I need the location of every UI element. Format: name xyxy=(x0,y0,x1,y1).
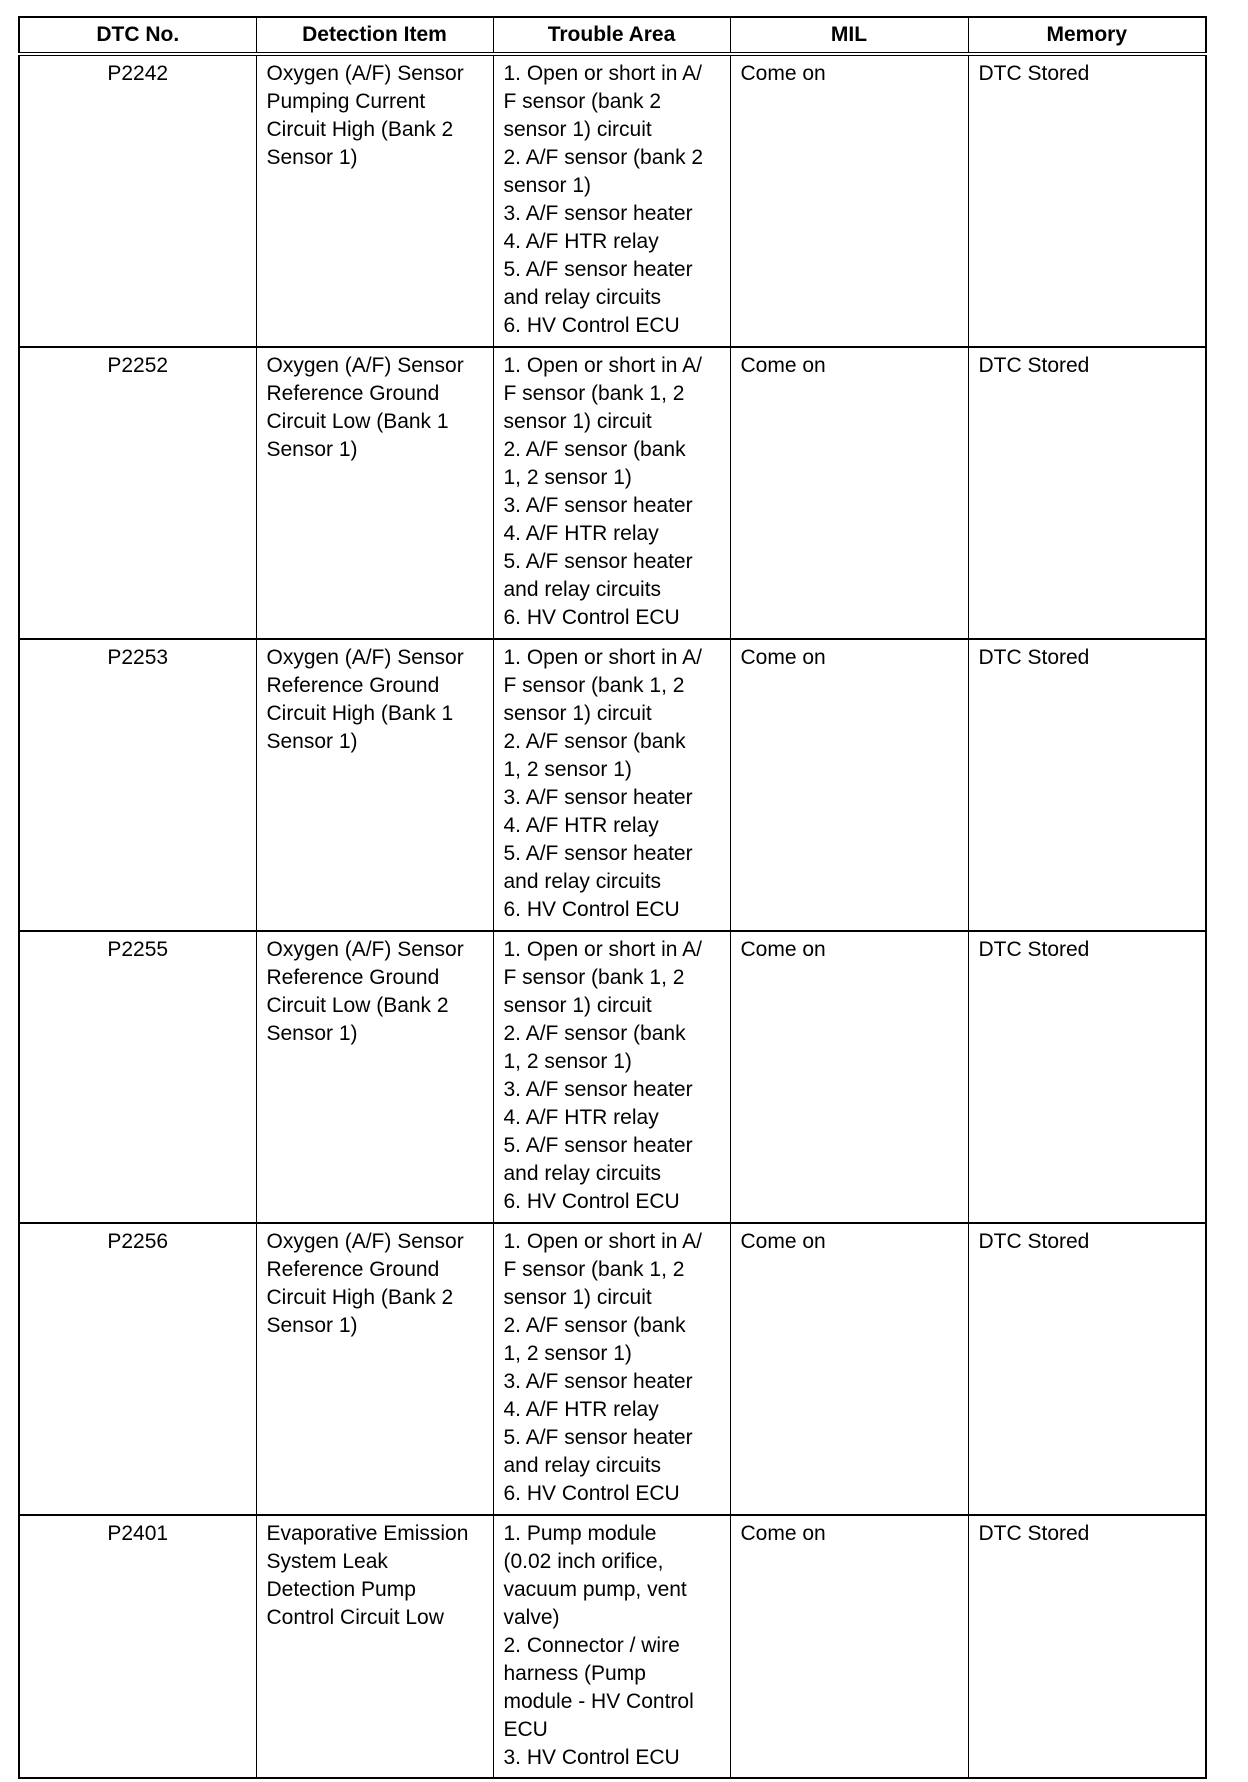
detection-item-line: Circuit High (Bank 2 xyxy=(266,118,454,141)
trouble-area-line: 2. A/F sensor (bank xyxy=(503,1022,686,1045)
trouble-area-line: 6. HV Control ECU xyxy=(503,1190,680,1213)
detection-item-line: Circuit Low (Bank 2 xyxy=(266,994,449,1017)
detection-item-line: Sensor 1) xyxy=(266,146,358,169)
detection-item-cell xyxy=(256,931,493,1223)
trouble-area-cell xyxy=(493,1515,730,1778)
trouble-area-line: 5. A/F sensor heater xyxy=(503,258,693,281)
memory-cell: DTC Stored xyxy=(968,1223,1206,1515)
trouble-area-line: 1. Open or short in A/ xyxy=(503,1230,702,1253)
trouble-area-line: F sensor (bank 1, 2 xyxy=(503,966,685,989)
detection-item-line: Sensor 1) xyxy=(266,730,358,753)
trouble-area-line: F sensor (bank 2 xyxy=(503,90,662,113)
trouble-area-line: harness (Pump xyxy=(503,1662,646,1685)
trouble-area-line: (0.02 inch orifice, xyxy=(503,1550,664,1573)
trouble-area-line: 1, 2 sensor 1) xyxy=(503,758,632,781)
trouble-area-line: 1. Open or short in A/ xyxy=(503,62,702,85)
detection-item-cell xyxy=(256,1223,493,1515)
trouble-area-line: 6. HV Control ECU xyxy=(503,606,680,629)
trouble-area-line: 5. A/F sensor heater xyxy=(503,1426,693,1449)
table-row xyxy=(19,639,1206,931)
trouble-area-line: and relay circuits xyxy=(503,578,662,601)
detection-item-line: Reference Ground xyxy=(266,382,440,405)
table-header-row xyxy=(19,17,1206,54)
trouble-area-line: F sensor (bank 1, 2 xyxy=(503,674,685,697)
detection-item-line: Reference Ground xyxy=(266,674,440,697)
trouble-area-line: 2. A/F sensor (bank 2 xyxy=(503,146,704,169)
trouble-area-line: 1. Pump module xyxy=(503,1522,657,1545)
trouble-area-line: 6. HV Control ECU xyxy=(503,1482,680,1505)
trouble-area-line: and relay circuits xyxy=(503,1162,662,1185)
dtc-code-cell: P2255 xyxy=(19,931,256,1223)
detection-item-line: Oxygen (A/F) Sensor xyxy=(266,62,464,85)
detection-item-line: Sensor 1) xyxy=(266,438,358,461)
detection-item-line: Sensor 1) xyxy=(266,1314,358,1337)
trouble-area-line: vacuum pump, vent xyxy=(503,1578,687,1601)
header-mil: MIL xyxy=(730,17,968,54)
detection-item-line: Evaporative Emission xyxy=(266,1522,469,1545)
mil-cell: Come on xyxy=(730,1515,968,1778)
trouble-area-line: 1. Open or short in A/ xyxy=(503,938,702,961)
table-row xyxy=(19,1223,1206,1515)
trouble-area-line: 5. A/F sensor heater xyxy=(503,1134,693,1157)
trouble-area-line: sensor 1) circuit xyxy=(503,410,652,433)
memory-cell: DTC Stored xyxy=(968,931,1206,1223)
detection-item-line: Oxygen (A/F) Sensor xyxy=(266,646,464,669)
trouble-area-line: sensor 1) circuit xyxy=(503,1286,652,1309)
mil-cell: Come on xyxy=(730,1223,968,1515)
table-row xyxy=(19,54,1206,347)
mil-cell: Come on xyxy=(730,347,968,639)
trouble-area-line: 6. HV Control ECU xyxy=(503,898,680,921)
trouble-area-line: 4. A/F HTR relay xyxy=(503,1106,659,1129)
trouble-area-line: 1, 2 sensor 1) xyxy=(503,1050,632,1073)
detection-item-cell xyxy=(256,639,493,931)
dtc-code-cell: P2242 xyxy=(19,54,256,347)
trouble-area-line: and relay circuits xyxy=(503,870,662,893)
trouble-area-cell xyxy=(493,1223,730,1515)
detection-item-line: Reference Ground xyxy=(266,1258,440,1281)
trouble-area-line: 1. Open or short in A/ xyxy=(503,354,702,377)
trouble-area-line: 3. A/F sensor heater xyxy=(503,1078,693,1101)
detection-item-line: System Leak xyxy=(266,1550,388,1573)
detection-item-line: Detection Pump xyxy=(266,1578,416,1601)
trouble-area-line: module - HV Control xyxy=(503,1690,694,1713)
trouble-area-line: 3. A/F sensor heater xyxy=(503,202,693,225)
trouble-area-line: ECU xyxy=(503,1718,548,1741)
header-trouble-area: Trouble Area xyxy=(493,17,730,54)
trouble-area-line: sensor 1) circuit xyxy=(503,118,652,141)
header-memory: Memory xyxy=(968,17,1206,54)
trouble-area-line: 4. A/F HTR relay xyxy=(503,814,659,837)
memory-cell: DTC Stored xyxy=(968,54,1206,347)
trouble-area-line: 4. A/F HTR relay xyxy=(503,230,659,253)
trouble-area-cell xyxy=(493,931,730,1223)
dtc-code-cell: P2401 xyxy=(19,1515,256,1778)
dtc-table xyxy=(18,16,1207,1779)
detection-item-line: Oxygen (A/F) Sensor xyxy=(266,938,464,961)
trouble-area-line: F sensor (bank 1, 2 xyxy=(503,1258,685,1281)
trouble-area-line: valve) xyxy=(503,1606,560,1629)
table-row xyxy=(19,347,1206,639)
table-row xyxy=(19,931,1206,1223)
trouble-area-line: 6. HV Control ECU xyxy=(503,314,680,337)
trouble-area-line: 3. A/F sensor heater xyxy=(503,494,693,517)
dtc-code-cell: P2256 xyxy=(19,1223,256,1515)
trouble-area-line: sensor 1) circuit xyxy=(503,702,652,725)
mil-cell: Come on xyxy=(730,931,968,1223)
trouble-area-cell xyxy=(493,347,730,639)
trouble-area-line: 5. A/F sensor heater xyxy=(503,550,693,573)
trouble-area-line: 2. A/F sensor (bank xyxy=(503,730,686,753)
trouble-area-cell xyxy=(493,639,730,931)
table-body xyxy=(19,54,1206,1778)
dtc-code-cell: P2252 xyxy=(19,347,256,639)
trouble-area-line: and relay circuits xyxy=(503,286,662,309)
detection-item-line: Oxygen (A/F) Sensor xyxy=(266,1230,464,1253)
detection-item-line: Circuit High (Bank 2 xyxy=(266,1286,454,1309)
trouble-area-line: 3. A/F sensor heater xyxy=(503,1370,693,1393)
memory-cell: DTC Stored xyxy=(968,347,1206,639)
detection-item-cell xyxy=(256,347,493,639)
trouble-area-line: and relay circuits xyxy=(503,1454,662,1477)
detection-item-cell xyxy=(256,1515,493,1778)
trouble-area-line: 5. A/F sensor heater xyxy=(503,842,693,865)
trouble-area-line: 2. A/F sensor (bank xyxy=(503,438,686,461)
table-row xyxy=(19,1515,1206,1778)
trouble-area-line: 2. Connector / wire xyxy=(503,1634,680,1657)
trouble-area-line: 4. A/F HTR relay xyxy=(503,522,659,545)
detection-item-line: Control Circuit Low xyxy=(266,1606,444,1629)
mil-cell: Come on xyxy=(730,54,968,347)
trouble-area-line: F sensor (bank 1, 2 xyxy=(503,382,685,405)
trouble-area-line: 2. A/F sensor (bank xyxy=(503,1314,686,1337)
memory-cell: DTC Stored xyxy=(968,639,1206,931)
trouble-area-line: 1, 2 sensor 1) xyxy=(503,1342,632,1365)
detection-item-line: Circuit Low (Bank 1 xyxy=(266,410,449,433)
trouble-area-line: sensor 1) xyxy=(503,174,592,197)
detection-item-line: Sensor 1) xyxy=(266,1022,358,1045)
trouble-area-line: 1. Open or short in A/ xyxy=(503,646,702,669)
trouble-area-line: 3. A/F sensor heater xyxy=(503,786,693,809)
trouble-area-line: 4. A/F HTR relay xyxy=(503,1398,659,1421)
detection-item-line: Pumping Current xyxy=(266,90,426,113)
detection-item-line: Oxygen (A/F) Sensor xyxy=(266,354,464,377)
trouble-area-line: 1, 2 sensor 1) xyxy=(503,466,632,489)
detection-item-cell xyxy=(256,54,493,347)
mil-cell: Come on xyxy=(730,639,968,931)
detection-item-line: Circuit High (Bank 1 xyxy=(266,702,454,725)
detection-item-line: Reference Ground xyxy=(266,966,440,989)
memory-cell: DTC Stored xyxy=(978,1522,1090,1545)
header-dtc-no: DTC No. xyxy=(19,17,256,54)
trouble-area-cell xyxy=(493,54,730,347)
trouble-area-line: sensor 1) circuit xyxy=(503,994,652,1017)
dtc-code-cell: P2253 xyxy=(19,639,256,931)
header-detection-item: Detection Item xyxy=(256,17,493,54)
trouble-area-line: 3. HV Control ECU xyxy=(503,1746,680,1769)
